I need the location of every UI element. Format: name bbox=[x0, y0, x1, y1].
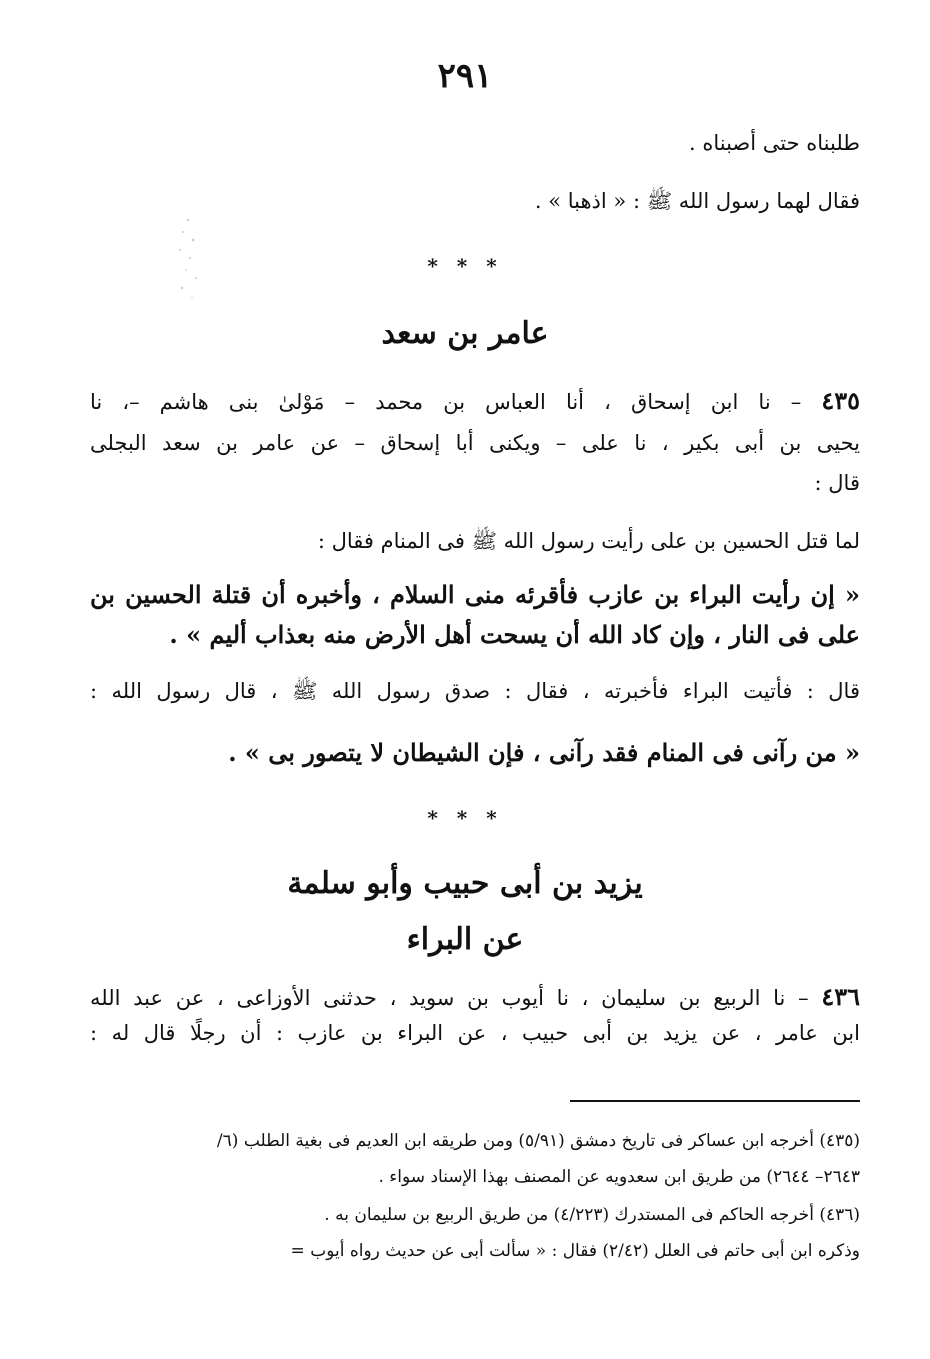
hadith-436-isnad-line-1 bbox=[90, 982, 860, 1013]
footnote-436-line-1: (٤٣٦) أخرجه الحاكم فى المستدرك (٤/٢٢٣) من طريق الربيع بن سليمان به . bbox=[324, 1205, 860, 1225]
hadith-435-quote-2: « من رآنى فى المنام فقد رآنى ، فإن الشيطان لا يتصور بى » . bbox=[228, 738, 860, 767]
page-number: ٢٩١ bbox=[437, 56, 493, 96]
hadith-435-quote-1-line-2: على فى النار ، وإن كاد الله أن يسحت أهل الأرض منه بعذاب أليم » . bbox=[169, 620, 860, 649]
section-subtitle-bara: عن البراء bbox=[406, 922, 524, 957]
section-title-yazid: يزيد بن أبى حبيب وأبو سلمة bbox=[287, 866, 643, 901]
hadith-number: ٤٣٦ bbox=[821, 982, 860, 1011]
hadith-435-matn-line-1: لما قتل الحسين بن على رأيت رسول الله ﷺ فى المنام فقال : bbox=[317, 529, 860, 553]
section-separator: * * * bbox=[427, 254, 503, 278]
footnote-435-line-1: (٤٣٥) أخرجه ابن عساكر فى تاريخ دمشق (٥/٩١) ومن طريقه ابن العديم فى بغية الطلب (٦/ bbox=[216, 1131, 860, 1151]
section-title-amir: عامر بن سعد bbox=[381, 316, 549, 351]
hadith-435-quote-1-line-1: « إن رأيت البراء بن عازب فأقرئه منى السلام ، وأخبره أن قتلة الحسين بن bbox=[90, 580, 860, 609]
footnote-divider bbox=[570, 1100, 860, 1102]
intro-line-1: طلبناه حتى أصبناه . bbox=[688, 131, 860, 155]
hadith-435-matn-line-2: قال : فأتيت البراء فأخبرته ، فقال : صدق رسول الله ﷺ ، قال رسول الله : bbox=[90, 679, 860, 703]
hadith-436-isnad-line-2: ابن عامر ، عن يزيد بن أبى حبيب ، عن البراء بن عازب : أن رجلًا قال له : bbox=[90, 1021, 860, 1045]
isnad-text: – نا الربيع بن سليمان ، نا أيوب بن سويد ، حدثنى الأوزاعى ، عن عبد الله bbox=[90, 986, 822, 1010]
section-separator: * * * bbox=[427, 806, 503, 830]
hadith-number: ٤٣٥ bbox=[821, 386, 860, 415]
hadith-435-isnad-line-3: قال : bbox=[814, 471, 860, 495]
hadith-435-isnad-line-1 bbox=[90, 386, 860, 417]
hadith-435-isnad-line-2: يحيى بن أبى بكير ، نا على – ويكنى أبا إسحاق – عن عامر بن سعد البجلى bbox=[90, 431, 860, 455]
footnote-435-line-2: ٢٦٤٣– ٢٦٤٤) من طريق ابن سعدويه عن المصنف بهذا الإسناد سواء . bbox=[378, 1167, 860, 1187]
intro-line-2: فقال لهما رسول الله ﷺ : « اذهبا » . bbox=[534, 189, 860, 213]
isnad-text: – نا ابن إسحاق ، أنا العباس بن محمد – مَوْلىٰ بنى هاشم –، نا bbox=[90, 390, 822, 414]
footnote-436-line-2: وذكره ابن أبى حاتم فى العلل (٢/٤٢) فقال : « سألت أبى عن حديث رواه أيوب = bbox=[290, 1241, 860, 1261]
